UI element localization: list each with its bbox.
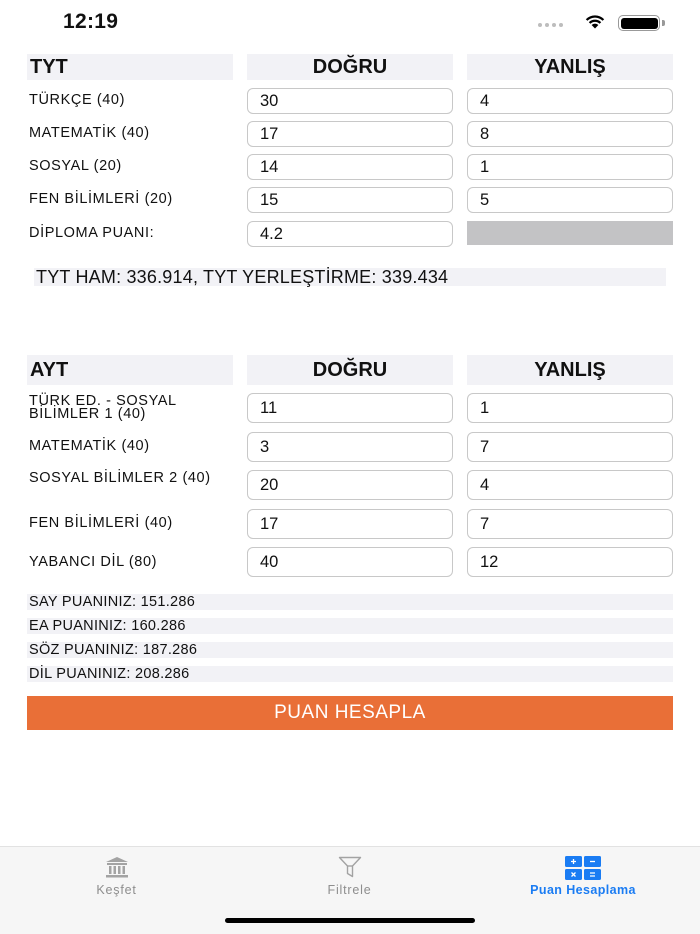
tab-filtrele[interactable]	[233, 847, 466, 903]
ayt-yabanci-dil-correct-input[interactable]	[247, 547, 453, 577]
tyt-sosyal-correct-input[interactable]	[247, 154, 453, 180]
tyt-row-label: TÜRKÇE (40)	[29, 92, 126, 108]
status-time: 12:19	[63, 10, 119, 33]
tyt-matematik-correct-input[interactable]	[247, 121, 453, 147]
ayt-sosyal-wrong-input[interactable]	[467, 470, 673, 500]
ea-score: EA PUANINIZ: 160.286	[27, 618, 673, 634]
ayt-row-label: SOSYAL BİLİMLER 2 (40)	[29, 470, 211, 486]
dil-score: DİL PUANINIZ: 208.286	[27, 666, 673, 682]
tyt-wrong-header: YANLIŞ	[467, 54, 673, 80]
ayt-turk-ed-wrong-input[interactable]	[467, 393, 673, 423]
ayt-matematik-wrong-input[interactable]	[467, 432, 673, 462]
tab-kesfet[interactable]	[0, 847, 233, 903]
ayt-row-label: YABANCI DİL (80)	[29, 554, 158, 570]
battery-icon	[618, 15, 660, 31]
bank-icon	[105, 856, 129, 878]
home-indicator[interactable]	[225, 918, 475, 923]
ayt-matematik-correct-input[interactable]	[247, 432, 453, 462]
tyt-row-label: SOSYAL (20)	[29, 158, 122, 174]
ayt-row-label: MATEMATİK (40)	[29, 438, 150, 454]
battery-tip	[662, 20, 665, 26]
diploma-label: DİPLOMA PUANI:	[29, 225, 155, 241]
tyt-turkce-correct-input[interactable]	[247, 88, 453, 114]
wifi-icon	[584, 13, 606, 29]
calculate-score-button[interactable]: PUAN HESAPLA	[27, 696, 673, 730]
funnel-icon	[338, 856, 362, 878]
diploma-score-input[interactable]	[247, 221, 453, 247]
cellular-signal-icon	[538, 23, 563, 27]
disabled-field	[467, 221, 673, 245]
tab-label: Filtrele	[327, 883, 372, 897]
ayt-yabanci-dil-wrong-input[interactable]	[467, 547, 673, 577]
ayt-fen-correct-input[interactable]	[247, 509, 453, 539]
calculator-icon	[565, 856, 601, 880]
ayt-row-label: FEN BİLİMLERİ (40)	[29, 515, 173, 531]
say-score: SAY PUANINIZ: 151.286	[27, 594, 673, 610]
tab-puan-hesaplama[interactable]	[466, 847, 700, 903]
tyt-fen-correct-input[interactable]	[247, 187, 453, 213]
ayt-header: AYT	[27, 355, 233, 385]
status-bar	[0, 0, 700, 48]
tab-label: Puan Hesaplama	[530, 883, 636, 897]
soz-score: SÖZ PUANINIZ: 187.286	[27, 642, 673, 658]
ayt-sosyal-correct-input[interactable]	[247, 470, 453, 500]
tyt-fen-wrong-input[interactable]	[467, 187, 673, 213]
tyt-correct-header: DOĞRU	[247, 54, 453, 80]
tab-label: Keşfet	[96, 883, 137, 897]
tyt-result-label: TYT HAM: 336.914, TYT YERLEŞTİRME: 339.434	[34, 268, 666, 286]
ayt-wrong-header: YANLIŞ	[467, 355, 673, 385]
tyt-sosyal-wrong-input[interactable]	[467, 154, 673, 180]
ayt-turk-ed-correct-input[interactable]	[247, 393, 453, 423]
tyt-header: TYT	[27, 54, 233, 80]
tyt-row-label: MATEMATİK (40)	[29, 125, 150, 141]
tyt-turkce-wrong-input[interactable]	[467, 88, 673, 114]
ayt-fen-wrong-input[interactable]	[467, 509, 673, 539]
ayt-correct-header: DOĞRU	[247, 355, 453, 385]
tyt-row-label: FEN BİLİMLERİ (20)	[29, 191, 173, 207]
ayt-row-label: TÜRK ED. - SOSYAL BİLİMLER 1 (40)	[29, 393, 177, 422]
tyt-matematik-wrong-input[interactable]	[467, 121, 673, 147]
